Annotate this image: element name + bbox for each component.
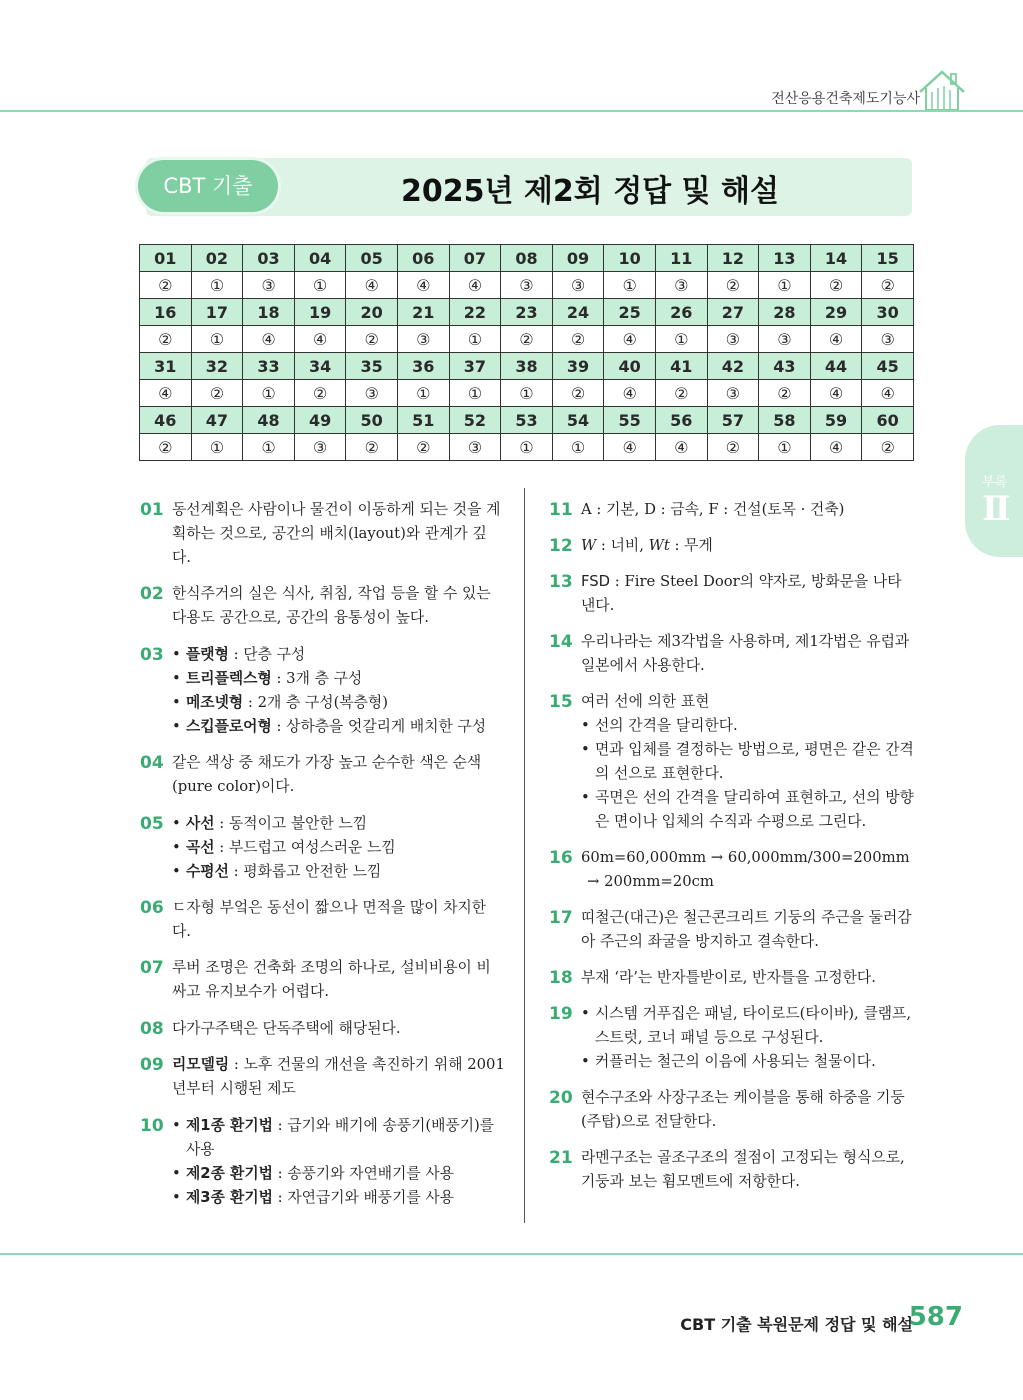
item-number: 04 xyxy=(140,753,164,773)
symbol-w: W xyxy=(581,537,597,554)
item-number: 03 xyxy=(140,645,164,665)
explanation-08 xyxy=(140,1017,505,1041)
explanation-03 xyxy=(140,643,505,739)
bullet: • 곡면은 선의 간격을 달리하여 표현하고, 선의 방향은 면이나 입체의 수직과 수평으로 그린다. xyxy=(581,786,914,834)
item-text: 동선계획은 사람이나 물건이 이동하게 되는 것을 계획하는 것으로, 공간의 배치(layout)와 관계가 깊다. xyxy=(172,501,501,566)
question-number-cell: 38 xyxy=(501,353,553,380)
explanation-20 xyxy=(549,1086,914,1134)
item-number: 11 xyxy=(549,500,573,520)
item-text: 같은 색상 중 채도가 가장 높고 순수한 색은 순색(pure color)이다. xyxy=(172,754,482,795)
item-text: 부재 ‘라’는 반자틀받이로, 반자틀을 고정한다. xyxy=(581,969,876,986)
question-number-cell: 55 xyxy=(604,407,656,434)
answer-cell: ③ xyxy=(243,272,295,299)
question-number-cell: 07 xyxy=(449,245,501,272)
bullet: • 메조넷형 : 2개 층 구성(복층형) xyxy=(172,691,505,715)
question-number-cell: 54 xyxy=(552,407,604,434)
bullet: • 트리플렉스형 : 3개 층 구성 xyxy=(172,667,505,691)
explanation-11 xyxy=(549,498,914,522)
answer-cell: ① xyxy=(191,434,243,461)
item-number: 10 xyxy=(140,1116,164,1136)
question-number-cell: 43 xyxy=(759,353,811,380)
answer-cell: ① xyxy=(604,272,656,299)
answer-cell: ① xyxy=(191,326,243,353)
answer-cell: ④ xyxy=(397,272,449,299)
answer-cell: ① xyxy=(243,434,295,461)
answer-cell: ② xyxy=(140,326,192,353)
explanation-13 xyxy=(549,570,914,618)
appendix-numeral: Ⅱ xyxy=(982,489,1011,529)
item-number: 17 xyxy=(549,908,573,928)
question-number-cell: 01 xyxy=(140,245,192,272)
explanation-06 xyxy=(140,896,505,944)
question-number-cell: 49 xyxy=(294,407,346,434)
answer-cell: ① xyxy=(759,272,811,299)
question-number-cell: 57 xyxy=(707,407,759,434)
appendix-label: 부록 xyxy=(982,475,1008,490)
answer-cell: ③ xyxy=(294,434,346,461)
question-number-cell: 09 xyxy=(552,245,604,272)
bullet: • 수평선 : 평화롭고 안전한 느낌 xyxy=(172,860,505,884)
explanation-02 xyxy=(140,582,505,630)
item-heading: 여러 선에 의한 표현 xyxy=(581,693,710,710)
item-text: 띠철근(대근)은 철근콘크리트 기둥의 주근을 둘러감아 주근의 좌굴을 방지하고 결속한다. xyxy=(581,909,912,950)
question-number-cell: 30 xyxy=(862,299,914,326)
question-number-cell: 13 xyxy=(759,245,811,272)
question-number-cell: 11 xyxy=(655,245,707,272)
bullet: • 시스템 거푸집은 패널, 타이로드(타이바), 클램프, 스트럿, 코너 패널 등으로 구성된다. xyxy=(581,1002,914,1050)
question-number-cell: 21 xyxy=(397,299,449,326)
question-number-cell: 35 xyxy=(346,353,398,380)
answer-cell: ① xyxy=(191,272,243,299)
item-number: 02 xyxy=(140,584,164,604)
column-divider xyxy=(524,488,525,1223)
bullet: • 곡선 : 부드럽고 여성스러운 느낌 xyxy=(172,836,505,860)
question-number-cell: 22 xyxy=(449,299,501,326)
answer-cell: ② xyxy=(552,326,604,353)
question-number-cell: 60 xyxy=(862,407,914,434)
bullet: • 스킵플로어형 : 상하층을 엇갈리게 배치한 구성 xyxy=(172,715,505,739)
item-text: : 무게 xyxy=(669,537,713,554)
answer-number-row xyxy=(140,353,914,380)
answer-cell: ③ xyxy=(707,326,759,353)
item-text: A : 기본, D : 금속, F : 건설(토목 · 건축) xyxy=(581,501,845,518)
question-number-cell: 26 xyxy=(655,299,707,326)
answer-cell: ④ xyxy=(862,380,914,407)
answer-cell: ② xyxy=(707,434,759,461)
question-number-cell: 44 xyxy=(810,353,862,380)
answer-cell: ① xyxy=(552,434,604,461)
item-text: → 200mm=20cm xyxy=(587,873,714,890)
item-text: 라멘구조는 골조구조의 절점이 고정되는 형식으로, 기둥과 보는 휨모멘트에 저항한다. xyxy=(581,1149,905,1190)
explanation-16 xyxy=(549,846,914,894)
symbol-wt: Wt xyxy=(648,537,670,554)
answer-cell: ① xyxy=(759,434,811,461)
question-number-cell: 52 xyxy=(449,407,501,434)
header-rule xyxy=(0,110,1023,112)
answer-cell: ④ xyxy=(604,380,656,407)
explanation-19 xyxy=(549,1002,914,1074)
bullet: • 제1종 환기법 : 급기와 배기에 송풍기(배풍기)를 사용 xyxy=(172,1114,505,1162)
item-text: : Fire Steel Door의 약자로, 방화문을 나타낸다. xyxy=(581,573,902,614)
answer-cell: ② xyxy=(655,380,707,407)
explanation-09 xyxy=(140,1053,505,1101)
explanation-15 xyxy=(549,690,914,834)
answer-cell: ④ xyxy=(140,380,192,407)
question-number-cell: 27 xyxy=(707,299,759,326)
question-number-cell: 06 xyxy=(397,245,449,272)
item-number: 01 xyxy=(140,500,164,520)
answer-cell: ③ xyxy=(862,326,914,353)
item-number: 18 xyxy=(549,968,573,988)
page-number: 587 xyxy=(908,1302,963,1332)
answer-number-row xyxy=(140,407,914,434)
item-text: : 너비, xyxy=(596,537,649,554)
explanations-left xyxy=(140,498,505,1210)
term: FSD xyxy=(581,573,611,590)
answer-cell: ② xyxy=(191,380,243,407)
question-number-cell: 23 xyxy=(501,299,553,326)
answer-cell: ③ xyxy=(759,326,811,353)
item-number: 21 xyxy=(549,1148,573,1168)
answer-cell: ④ xyxy=(810,434,862,461)
question-number-cell: 51 xyxy=(397,407,449,434)
item-text: 한식주거의 실은 식사, 취침, 작업 등을 할 수 있는 다용도 공간으로, 공간의 융통성이 높다. xyxy=(172,585,491,626)
item-number: 14 xyxy=(549,632,573,652)
question-number-cell: 15 xyxy=(862,245,914,272)
question-number-cell: 41 xyxy=(655,353,707,380)
answer-table xyxy=(139,244,914,461)
question-number-cell: 58 xyxy=(759,407,811,434)
bullet: • 커플러는 철근의 이음에 사용되는 철물이다. xyxy=(581,1050,914,1074)
question-number-cell: 04 xyxy=(294,245,346,272)
answer-cell: ② xyxy=(294,380,346,407)
answer-cell: ② xyxy=(346,434,398,461)
question-number-cell: 18 xyxy=(243,299,295,326)
explanation-05 xyxy=(140,812,505,884)
question-number-cell: 02 xyxy=(191,245,243,272)
item-number: 09 xyxy=(140,1055,164,1075)
answer-number-row xyxy=(140,299,914,326)
item-number: 05 xyxy=(140,814,164,834)
answer-cell: ② xyxy=(759,380,811,407)
item-number: 12 xyxy=(549,536,573,556)
question-number-cell: 14 xyxy=(810,245,862,272)
answer-cell: ③ xyxy=(397,326,449,353)
question-number-cell: 17 xyxy=(191,299,243,326)
question-number-cell: 40 xyxy=(604,353,656,380)
question-number-cell: 59 xyxy=(810,407,862,434)
answer-cell: ① xyxy=(501,380,553,407)
answer-cell: ④ xyxy=(243,326,295,353)
item-text: : 노후 건물의 개선을 촉진하기 위해 2001년부터 시행된 제도 xyxy=(172,1056,505,1097)
cbt-badge: CBT 기출 xyxy=(138,160,278,212)
answer-cell: ③ xyxy=(655,272,707,299)
answer-cell: ③ xyxy=(552,272,604,299)
answer-cell: ③ xyxy=(449,434,501,461)
answer-cell: ② xyxy=(501,326,553,353)
bullet: • 제2종 환기법 : 송풍기와 자연배기를 사용 xyxy=(172,1162,505,1186)
item-number: 08 xyxy=(140,1019,164,1039)
answer-number-row xyxy=(140,245,914,272)
item-text: ㄷ자형 부엌은 동선이 짧으나 면적을 많이 차지한다. xyxy=(172,899,487,940)
answer-cell: ② xyxy=(140,434,192,461)
explanations-right xyxy=(549,498,914,1194)
answer-cell: ④ xyxy=(655,434,707,461)
answer-cell: ① xyxy=(243,380,295,407)
bullet: • 사선 : 동적이고 불안한 느낌 xyxy=(172,812,505,836)
answer-value-row xyxy=(140,326,914,353)
question-number-cell: 39 xyxy=(552,353,604,380)
explanation-04 xyxy=(140,751,505,799)
answer-cell: ① xyxy=(397,380,449,407)
item-text: 현수구조와 사장구조는 케이블을 통해 하중을 기둥(주탑)으로 전달한다. xyxy=(581,1089,905,1130)
answer-cell: ④ xyxy=(346,272,398,299)
explanation-14 xyxy=(549,630,914,678)
question-number-cell: 12 xyxy=(707,245,759,272)
answer-cell: ② xyxy=(552,380,604,407)
explanation-01 xyxy=(140,498,505,570)
answer-value-row xyxy=(140,272,914,299)
question-number-cell: 42 xyxy=(707,353,759,380)
answer-cell: ④ xyxy=(810,380,862,407)
item-number: 19 xyxy=(549,1004,573,1024)
answer-cell: ② xyxy=(862,434,914,461)
question-number-cell: 05 xyxy=(346,245,398,272)
question-number-cell: 32 xyxy=(191,353,243,380)
bullet: • 플랫형 : 단층 구성 xyxy=(172,643,505,667)
item-text: 우리나라는 제3각법을 사용하며, 제1각법은 유럽과 일본에서 사용한다. xyxy=(581,633,910,674)
footer-rule xyxy=(0,1253,1023,1255)
answer-cell: ④ xyxy=(604,326,656,353)
house-icon xyxy=(918,66,966,112)
answer-cell: ④ xyxy=(449,272,501,299)
bullet: • 면과 입체를 결정하는 방법으로, 평면은 같은 간격의 선으로 표현한다. xyxy=(581,738,914,786)
explanation-18 xyxy=(549,966,914,990)
answer-cell: ② xyxy=(346,326,398,353)
question-number-cell: 33 xyxy=(243,353,295,380)
question-number-cell: 45 xyxy=(862,353,914,380)
item-number: 20 xyxy=(549,1088,573,1108)
answer-cell: ① xyxy=(449,380,501,407)
question-number-cell: 29 xyxy=(810,299,862,326)
answer-cell: ① xyxy=(501,434,553,461)
item-text: 다가구주택은 단독주택에 해당된다. xyxy=(172,1020,401,1037)
question-number-cell: 19 xyxy=(294,299,346,326)
answer-cell: ③ xyxy=(346,380,398,407)
book-title: 전산응용건축제도기능사 xyxy=(771,91,920,107)
term: 리모델링 xyxy=(172,1056,230,1073)
answer-cell: ② xyxy=(810,272,862,299)
answer-cell: ① xyxy=(294,272,346,299)
answer-value-row xyxy=(140,434,914,461)
answer-cell: ② xyxy=(862,272,914,299)
explanation-17 xyxy=(549,906,914,954)
explanation-07 xyxy=(140,956,505,1004)
item-number: 16 xyxy=(549,848,573,868)
question-number-cell: 47 xyxy=(191,407,243,434)
question-number-cell: 24 xyxy=(552,299,604,326)
answer-cell: ② xyxy=(707,272,759,299)
answer-cell: ① xyxy=(449,326,501,353)
question-number-cell: 56 xyxy=(655,407,707,434)
question-number-cell: 28 xyxy=(759,299,811,326)
question-number-cell: 08 xyxy=(501,245,553,272)
item-number: 13 xyxy=(549,572,573,592)
footer-label: CBT 기출 복원문제 정답 및 해설 xyxy=(680,1315,913,1334)
question-number-cell: 53 xyxy=(501,407,553,434)
bullet: • 제3종 환기법 : 자연급기와 배풍기를 사용 xyxy=(172,1186,505,1210)
explanation-10 xyxy=(140,1114,505,1210)
question-number-cell: 25 xyxy=(604,299,656,326)
question-number-cell: 37 xyxy=(449,353,501,380)
answer-cell: ② xyxy=(397,434,449,461)
question-number-cell: 10 xyxy=(604,245,656,272)
question-number-cell: 48 xyxy=(243,407,295,434)
appendix-tab xyxy=(965,425,1023,557)
question-number-cell: 46 xyxy=(140,407,192,434)
question-number-cell: 16 xyxy=(140,299,192,326)
bullet: • 선의 간격을 달리한다. xyxy=(581,714,914,738)
question-number-cell: 03 xyxy=(243,245,295,272)
explanation-21 xyxy=(549,1146,914,1194)
question-number-cell: 34 xyxy=(294,353,346,380)
answer-cell: ④ xyxy=(604,434,656,461)
question-number-cell: 20 xyxy=(346,299,398,326)
item-text: 60m=60,000mm → 60,000mm/300=200mm xyxy=(581,849,910,866)
item-number: 06 xyxy=(140,898,164,918)
item-number: 07 xyxy=(140,958,164,978)
explanation-12 xyxy=(549,534,914,558)
answer-cell: ② xyxy=(140,272,192,299)
answer-cell: ④ xyxy=(810,326,862,353)
answer-cell: ④ xyxy=(294,326,346,353)
item-number: 15 xyxy=(549,692,573,712)
question-number-cell: 31 xyxy=(140,353,192,380)
answer-value-row xyxy=(140,380,914,407)
question-number-cell: 50 xyxy=(346,407,398,434)
item-text: 루버 조명은 건축화 조명의 하나로, 설비비용이 비싸고 유지보수가 어렵다. xyxy=(172,959,491,1000)
page-title: 2025년 제2회 정답 및 해설 xyxy=(401,174,779,209)
answer-cell: ③ xyxy=(707,380,759,407)
answer-cell: ③ xyxy=(501,272,553,299)
question-number-cell: 36 xyxy=(397,353,449,380)
answer-cell: ① xyxy=(655,326,707,353)
